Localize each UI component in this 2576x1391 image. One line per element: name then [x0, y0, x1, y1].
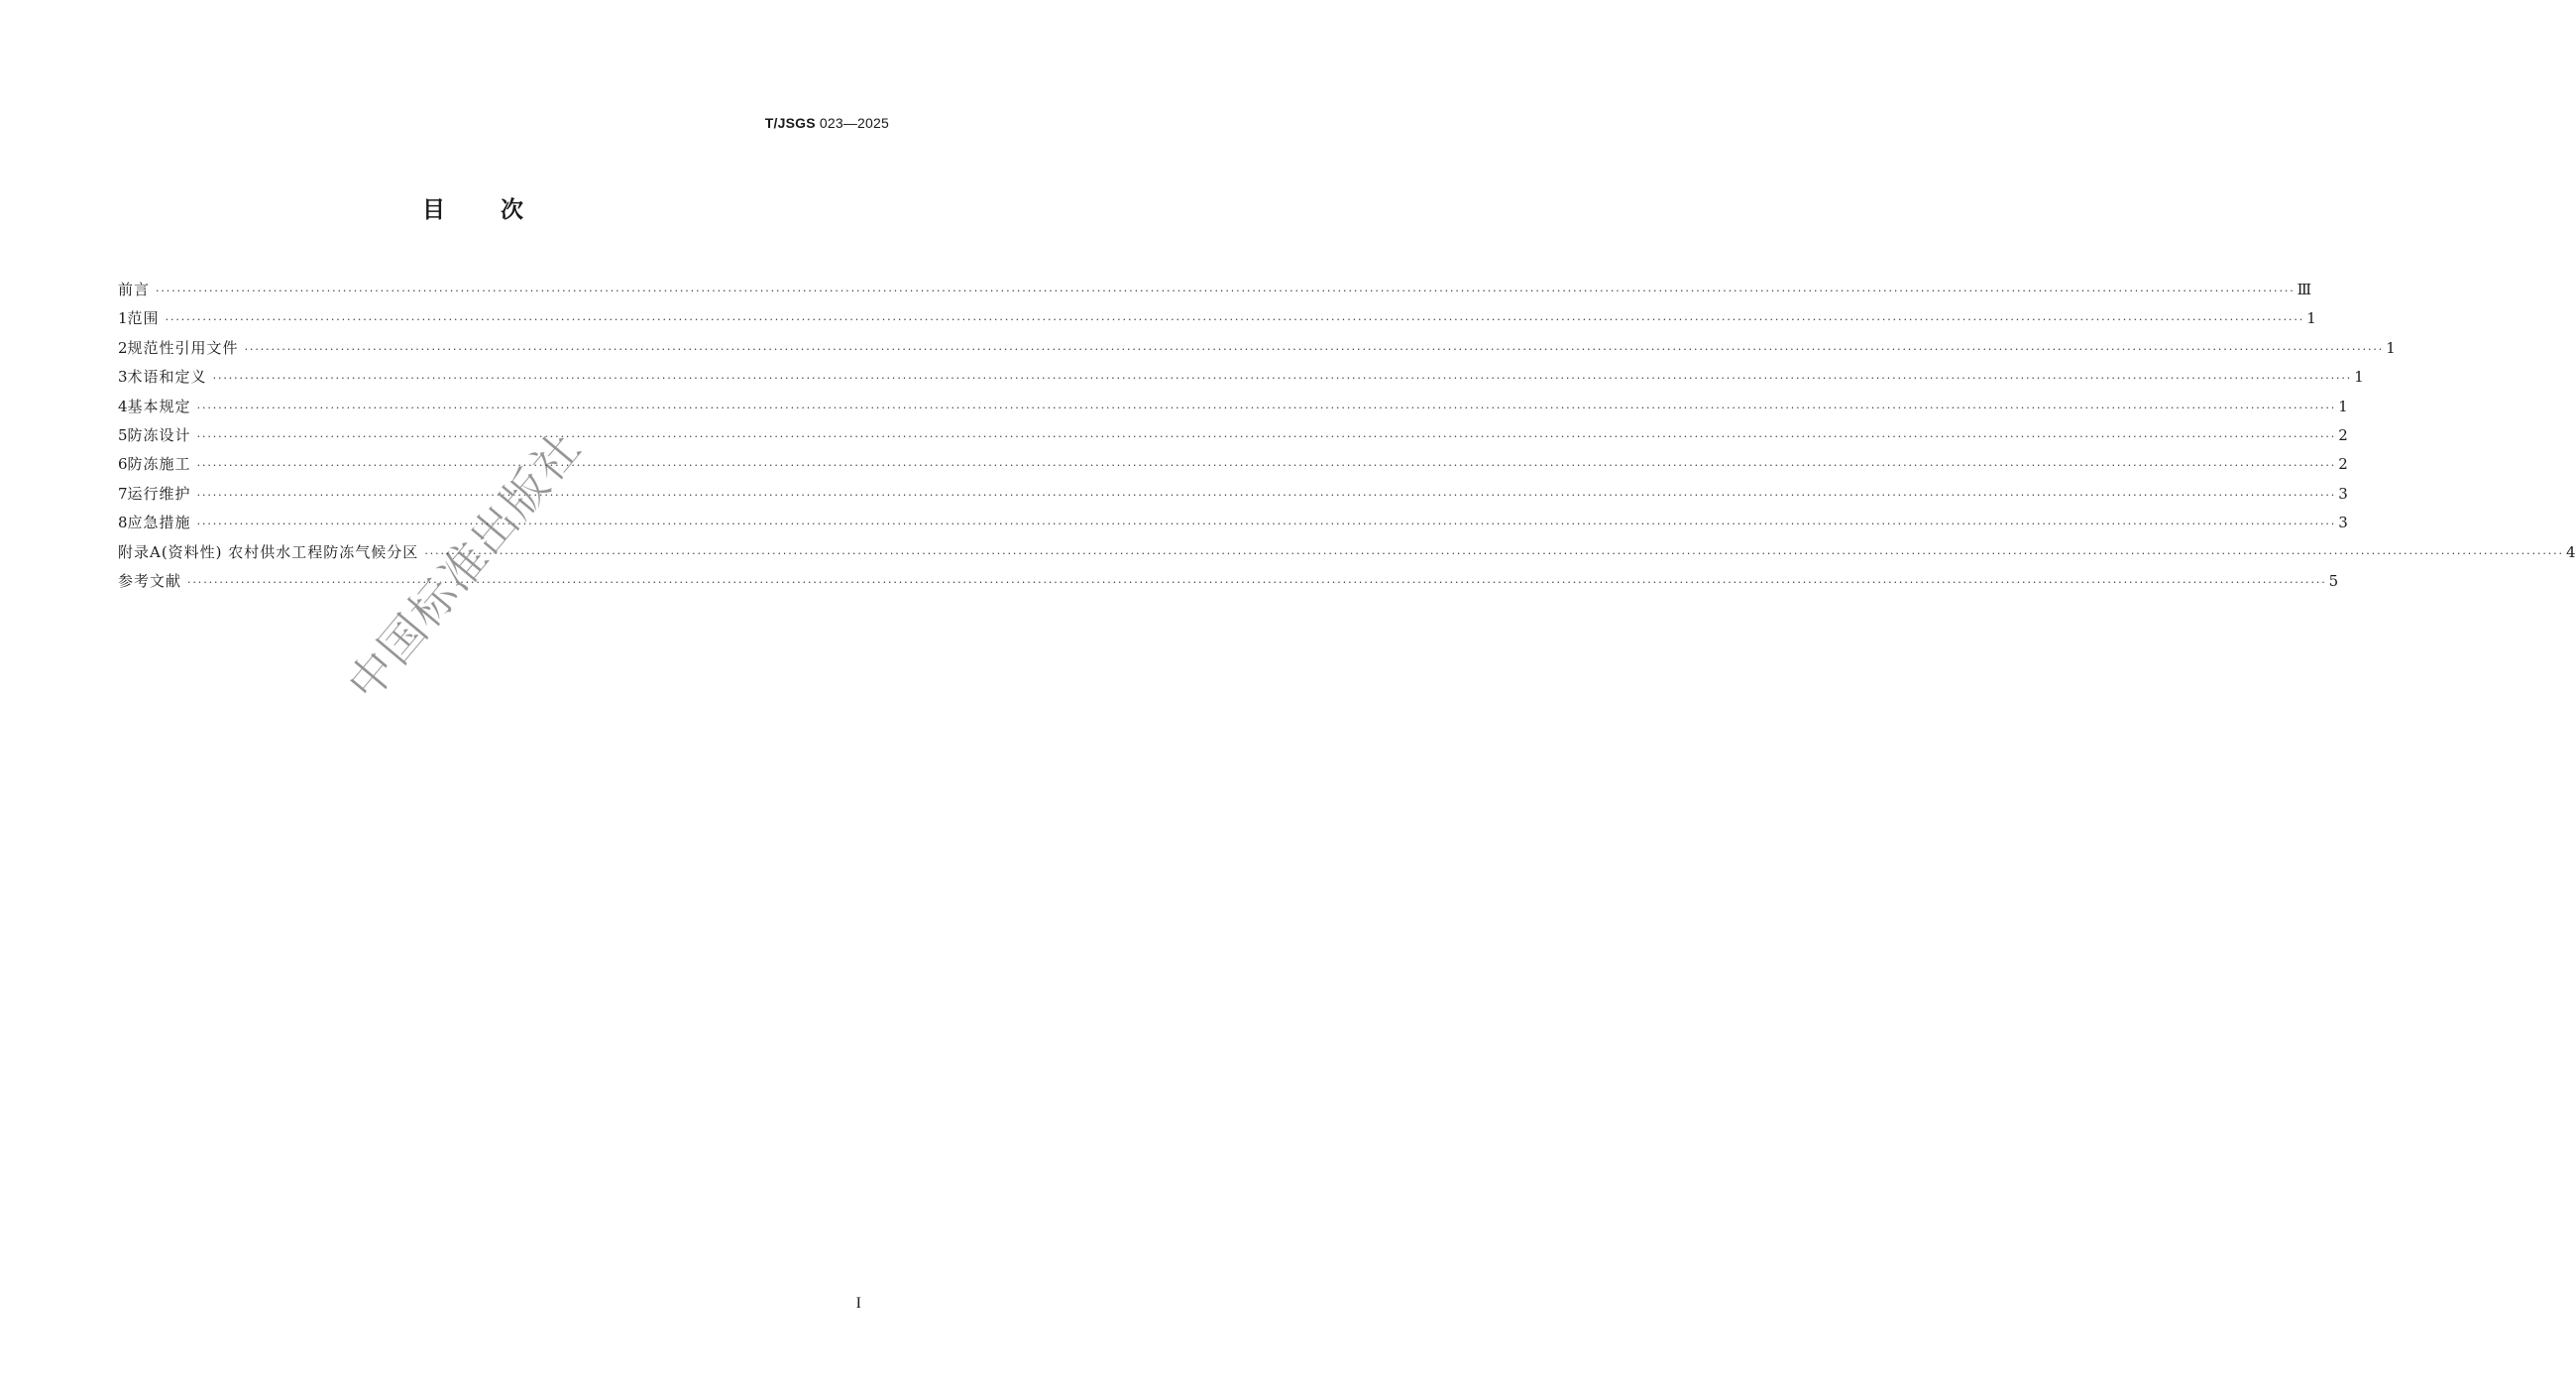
toc-entry-page: 1 — [2338, 397, 2348, 415]
toc-entry-page: 5 — [2328, 571, 2339, 590]
toc-entry[interactable] — [118, 397, 2348, 425]
toc-entry-label: 前言 — [118, 281, 151, 298]
toc-entry-label: 防冻施工 — [127, 455, 191, 474]
toc-entry-number: 2 — [118, 338, 128, 357]
toc-dot-leader: ················································································································································································································································································································································································································ — [196, 488, 2337, 502]
toc-entry-page: 2 — [2338, 425, 2348, 444]
standard-code-number: 023—2025 — [815, 115, 889, 131]
toc-entry-number: 5 — [118, 425, 128, 444]
toc-entry[interactable] — [118, 513, 2348, 541]
toc-dot-leader: ················································································································································································································································································································································································································ — [244, 342, 2385, 356]
toc-entry-page: 2 — [2338, 455, 2348, 474]
toc-entry[interactable] — [118, 484, 2348, 513]
toc-dot-leader: ················································································································································································································································································································································································································ — [212, 372, 2353, 386]
toc-entry-label: 基本规定 — [127, 397, 191, 415]
page-number: I — [855, 1295, 861, 1312]
toc-entry[interactable] — [118, 308, 2316, 337]
toc-entry-page: 4 — [2565, 542, 2576, 561]
toc-dot-leader: ················································································································································································································································································································································································································ — [187, 575, 2327, 589]
table-of-contents — [118, 280, 2576, 600]
toc-entry[interactable] — [118, 542, 2576, 571]
toc-dot-leader: ················································································································································································································································································································································································································ — [196, 518, 2337, 531]
toc-entry[interactable] — [118, 280, 2312, 308]
toc-entry-label: 防冻设计 — [127, 425, 191, 444]
toc-entry[interactable] — [118, 425, 2348, 454]
toc-dot-leader: ················································································································································································································································································································································································································ — [196, 459, 2337, 473]
toc-dot-leader: ················································································································································································································································································································································································································ — [196, 401, 2337, 414]
toc-dot-leader: ················································································································································································································································································································································································································ — [424, 546, 2564, 560]
toc-entry-number: 8 — [118, 514, 128, 532]
toc-entry-page: 1 — [2386, 338, 2396, 357]
toc-entry-page: Ⅲ — [2296, 281, 2312, 298]
toc-entry-label: 术语和定义 — [127, 368, 207, 387]
toc-entry-number: 4 — [118, 397, 128, 415]
toc-entry-number: 7 — [118, 484, 128, 503]
toc-dot-leader: ················································································································································································································································································································································································································ — [196, 429, 2337, 443]
toc-entry-label: 范围 — [127, 309, 160, 328]
publisher-watermark: 中国标准出版社 — [336, 420, 593, 711]
toc-dot-leader: ················································································································································································································································································································································································································ — [156, 285, 2296, 297]
toc-entry-label: 规范性引用文件 — [127, 338, 239, 357]
toc-dot-leader: ················································································································································································································································································································································································································ — [165, 313, 2305, 327]
toc-entry-label: 参考文献 — [118, 571, 182, 590]
toc-entry-page: 1 — [2306, 309, 2316, 328]
standard-code-prefix: T/JSGS — [764, 115, 816, 131]
toc-entry-label: 附录A(资料性) 农村供水工程防冻气候分区 — [118, 542, 419, 561]
toc-entry[interactable] — [118, 454, 2348, 483]
toc-entry-number: 3 — [118, 368, 128, 387]
standard-code — [765, 115, 889, 131]
toc-entry-page: 3 — [2338, 484, 2348, 503]
toc-entry[interactable] — [118, 338, 2396, 367]
page-title: 目次 — [422, 197, 579, 223]
toc-entry-label: 应急措施 — [127, 514, 191, 532]
toc-entry-number: 1 — [118, 309, 128, 328]
toc-entry-page: 3 — [2338, 514, 2348, 532]
toc-entry-number: 6 — [118, 455, 128, 474]
toc-entry[interactable] — [118, 571, 2339, 600]
toc-entry-label: 运行维护 — [127, 484, 191, 503]
toc-entry-page: 1 — [2354, 368, 2364, 387]
toc-entry[interactable] — [118, 367, 2364, 396]
